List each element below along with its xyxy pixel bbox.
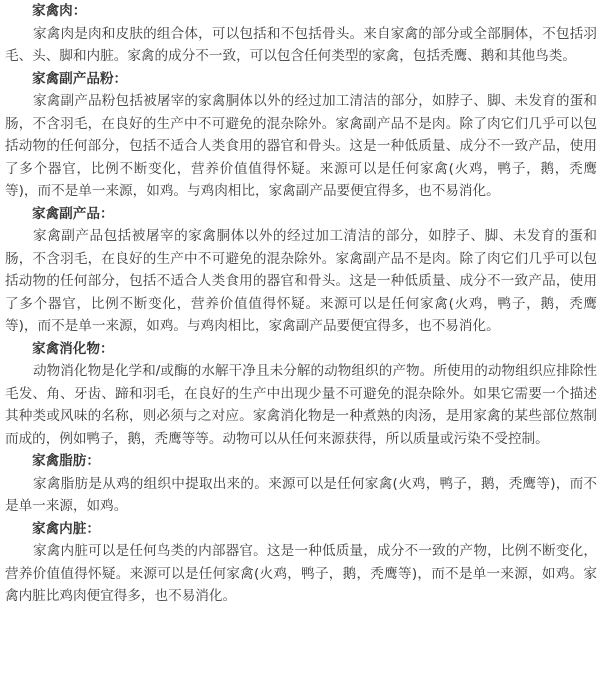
section-poultry-digest <box>5 338 597 451</box>
section-title: 家禽消化物： <box>32 340 114 357</box>
section-title: 家禽内脏： <box>32 520 100 537</box>
section-title: 家禽肉： <box>32 3 87 19</box>
section-body: 家禽副产品粉包括被屠宰的家禽胴体以外的经过加工清洁的部分，如脖子、脚、未发育的蛋和肠，不含羽毛，在良好的生产中不可避免的混杂除外。家禽副产品不是肉。除了肉它们几乎可以包括动物的任何部分，包括不适合人类食用的器官和骨头。这是一种低质量、成分不一致产品，使用了多个器官，比例不断变化，营养价值值得怀疑。来源可以是任何家禽(火鸡，鸭子，鹅，秃鹰等)，而不是单一来源，如鸡。与鸡肉相比，家禽副产品要便宜得多，也不易消化。 <box>5 93 597 199</box>
section-body: 动物消化物是化学和/或酶的水解干净且未分解的动物组织的产物。所使用的动物组织应排除性毛发、角、牙齿、蹄和羽毛，在良好的生产中出现少量不可避免的混杂除外。如果它需要一个描述其种类或风味的名称，则必须与之对应。家禽消化物是一种煮熟的肉汤，是用家禽的某些部位熬制而成的，例如鸭子，鹅，秃鹰等等。动物可以从任何来源获得，所以质量或污染不受控制。 <box>5 363 597 447</box>
section-title: 家禽脂肪： <box>32 453 100 469</box>
section-poultry-meat <box>5 0 597 68</box>
section-body: 家禽脂肪是从鸡的组织中提取出来的。来源可以是任何家禽(火鸡，鸭子，鹅，秃鹰等)，而不是单一来源，如鸡。 <box>5 475 597 514</box>
section-poultry-byproducts <box>5 203 597 338</box>
section-poultry-fat <box>5 450 597 518</box>
section-title: 家禽副产品粉： <box>32 70 128 87</box>
section-body: 家禽副产品包括被屠宰的家禽胴体以外的经过加工清洁的部分，如脖子、脚、未发育的蛋和肠，不含羽毛，在良好的生产中不可避免的混杂除外。家禽副产品不是肉。除了肉它们几乎可以包括动物的任何部分，包括不适合人类食用的器官和骨头。这是一种低质量、成分不一致产品，使用了多个器官，比例不断变化，营养价值值得怀疑。来源可以是任何家禽(火鸡，鸭子，鹅，秃鹰等)，而不是单一来源，如鸡。与鸡肉相比，家禽副产品要便宜得多，也不易消化。 <box>5 228 597 334</box>
section-body: 家禽肉是肉和皮肤的组合体，可以包括和不包括骨头。来自家禽的部分或全部胴体，不包括羽毛、头、脚和内脏。家禽的成分不一致，可以包含任何类型的家禽，包括秃鹰、鹅和其他鸟类。 <box>5 25 597 64</box>
section-poultry-offal <box>5 518 597 608</box>
section-title: 家禽副产品： <box>32 205 114 222</box>
section-poultry-byproduct-meal <box>5 68 597 203</box>
section-body: 家禽内脏可以是任何鸟类的内部器官。这是一种低质量，成分不一致的产物，比例不断变化，营养价值值得怀疑。来源可以是任何家禽(火鸡，鸭子，鹅，秃鹰等)，而不是单一来源，如鸡。家禽内脏比鸡肉便宜得多，也不易消化。 <box>5 543 597 604</box>
